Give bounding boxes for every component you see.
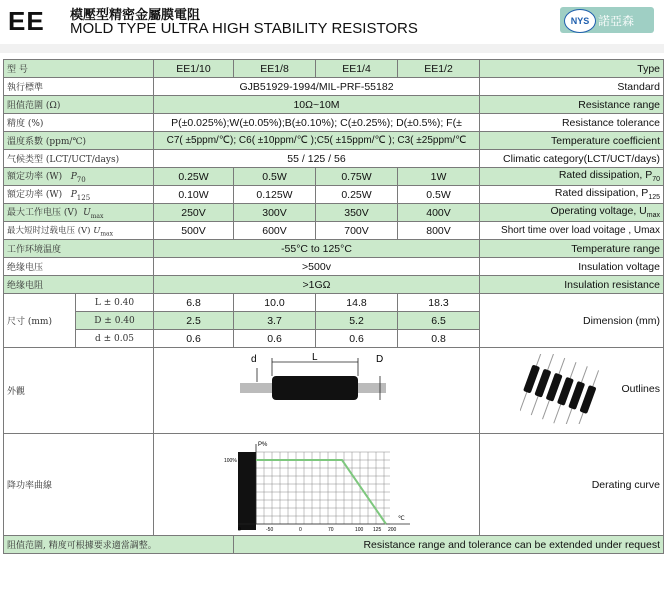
row-dimension-L bbox=[4, 294, 664, 312]
brand-logo bbox=[560, 7, 654, 33]
outline-photo-cell bbox=[480, 348, 664, 434]
row-derating bbox=[4, 434, 664, 536]
label-en: Standard bbox=[480, 78, 664, 96]
D-label: D bbox=[376, 354, 384, 365]
row-outline bbox=[4, 348, 664, 434]
value-cell: 10.0 bbox=[234, 294, 316, 312]
y-tick-label: 100% bbox=[224, 458, 237, 464]
value-cell: >500v bbox=[154, 258, 480, 276]
value-cell: 5.2 bbox=[316, 312, 398, 330]
row-standard bbox=[4, 78, 664, 96]
label-en: Insulation resistance bbox=[480, 276, 664, 294]
row-type bbox=[4, 60, 664, 78]
title-english: MOLD TYPE ULTRA HIGH STABILITY RESISTORS bbox=[70, 20, 418, 37]
header bbox=[0, 0, 664, 42]
row-insulation-voltage bbox=[4, 258, 664, 276]
type-cell: EE1/8 bbox=[234, 60, 316, 78]
value-cell: 0.5W bbox=[234, 168, 316, 186]
label-cn: 型 号 bbox=[4, 60, 154, 78]
value-cell: 0.6 bbox=[234, 330, 316, 348]
row-umax bbox=[4, 204, 664, 222]
label-en: Resistance range bbox=[480, 96, 664, 114]
x-unit-label: ℃ bbox=[398, 516, 405, 522]
row-ambient bbox=[4, 240, 664, 258]
x-tick-label: 125 bbox=[373, 527, 382, 532]
logo-text: 諾亞森 bbox=[598, 14, 635, 28]
value-cell: 600V bbox=[234, 222, 316, 240]
value-cell: 3.7 bbox=[234, 312, 316, 330]
header-divider bbox=[0, 44, 664, 53]
label-cn: 額定功率 (W) $P_{125}$ bbox=[4, 186, 154, 204]
label-en: Derating curve bbox=[480, 434, 664, 536]
value-cell: 0.5W bbox=[398, 186, 480, 204]
row-p70 bbox=[4, 168, 664, 186]
label-en: Climatic category(LCT/UCT/days) bbox=[480, 150, 664, 168]
label-en: Rated dissipation, $P_{125}$ bbox=[480, 186, 664, 204]
row-tempco bbox=[4, 132, 664, 150]
value-cell: 2.5 bbox=[154, 312, 234, 330]
y-axis-label: P% bbox=[258, 442, 268, 448]
value-cell: 0.6 bbox=[154, 330, 234, 348]
row-climatic bbox=[4, 150, 664, 168]
value-cell: 0.75W bbox=[316, 168, 398, 186]
label-en: Resistance tolerance bbox=[480, 114, 664, 132]
x-tick-label: 0 bbox=[299, 527, 302, 532]
value-cell: 6.5 bbox=[398, 312, 480, 330]
label-cn: 最大短时过载电压 (V) $U_{max}$ bbox=[4, 222, 154, 240]
type-cell: EE1/10 bbox=[154, 60, 234, 78]
resistor-body bbox=[272, 376, 358, 400]
value-cell: 350V bbox=[316, 204, 398, 222]
value-cell: P(±0.025%);W(±0.05%);B(±0.10%); C(±0.25%); D(±0.5%); F(± bbox=[154, 114, 480, 132]
resistor-photo bbox=[520, 354, 604, 424]
resistor-group bbox=[520, 354, 602, 424]
label-en: Type bbox=[480, 60, 664, 78]
label-en: Rated dissipation, $P_{70}$ bbox=[480, 168, 664, 186]
label-en: Temperature range bbox=[480, 240, 664, 258]
label-cn: 精度 (%) bbox=[4, 114, 154, 132]
label-en: Temperature coefficient bbox=[480, 132, 664, 150]
derating-chart-cell bbox=[154, 434, 480, 536]
label-en: Dimension (mm) bbox=[480, 294, 664, 348]
label-en: Operating voltage, $U_{max}$ bbox=[480, 204, 664, 222]
value-cell: 1W bbox=[398, 168, 480, 186]
dim-label: D ± 0.40 bbox=[76, 312, 154, 330]
label-cn: 工作环境温度 bbox=[4, 240, 154, 258]
value-cell: 10Ω~10M bbox=[154, 96, 480, 114]
value-cell: 6.8 bbox=[154, 294, 234, 312]
value-cell: 0.10W bbox=[154, 186, 234, 204]
value-cell: GJB51929-1994/MIL-PRF-55182 bbox=[154, 78, 480, 96]
value-cell: >1GΩ bbox=[154, 276, 480, 294]
resistor-outline-drawing bbox=[154, 348, 480, 430]
value-cell: 0.25W bbox=[154, 168, 234, 186]
label-cn: 額定功率 (W) $P_{70}$ bbox=[4, 168, 154, 186]
type-cell: EE1/2 bbox=[398, 60, 480, 78]
x-tick-label: 100 bbox=[355, 527, 364, 532]
value-cell: 500V bbox=[154, 222, 234, 240]
label-cn: 降功率曲線 bbox=[4, 434, 154, 536]
L-label: L bbox=[312, 352, 318, 363]
value-cell: 18.3 bbox=[398, 294, 480, 312]
footer-en: Resistance range and tolerance can be extended under request bbox=[234, 536, 664, 554]
logo-badge: NYS bbox=[564, 9, 596, 33]
row-insulation-resistance bbox=[4, 276, 664, 294]
dim-label: d ± 0.05 bbox=[76, 330, 154, 348]
value-cell: 0.125W bbox=[234, 186, 316, 204]
row-tolerance bbox=[4, 114, 664, 132]
d-label: d bbox=[251, 354, 257, 365]
label-en: Outlines bbox=[621, 383, 660, 395]
chart-left-block bbox=[238, 452, 256, 530]
value-cell: 0.8 bbox=[398, 330, 480, 348]
title-chinese: 模壓型精密金屬膜電阻 bbox=[70, 8, 201, 23]
value-cell: 55 / 125 / 56 bbox=[154, 150, 480, 168]
row-overload bbox=[4, 222, 664, 240]
spec-table bbox=[3, 59, 664, 554]
row-range bbox=[4, 96, 664, 114]
value-cell: 14.8 bbox=[316, 294, 398, 312]
label-cn: 阻值范圍 (Ω) bbox=[4, 96, 154, 114]
label-cn: 最大工作电压 (V) $U_{max}$ bbox=[4, 204, 154, 222]
label-cn: 溫度系數 (ppm/℃) bbox=[4, 132, 154, 150]
footer-cn: 阻值范圍, 精度可根據要求適當調整。 bbox=[4, 536, 234, 554]
x-tick-label: 0 bbox=[238, 527, 241, 532]
value-cell: 0.6 bbox=[316, 330, 398, 348]
value-cell: 800V bbox=[398, 222, 480, 240]
value-cell: 250V bbox=[154, 204, 234, 222]
series-code: EE bbox=[8, 6, 45, 36]
label-cn: 外觀 bbox=[4, 348, 154, 434]
value-cell: 0.25W bbox=[316, 186, 398, 204]
dim-label: L ± 0.40 bbox=[76, 294, 154, 312]
row-footer bbox=[4, 536, 664, 554]
label-cn: 尺寸 (mm) bbox=[4, 294, 76, 348]
row-p125 bbox=[4, 186, 664, 204]
label-en: Short time over load voitage , Umax bbox=[480, 222, 664, 240]
value-cell: 300V bbox=[234, 204, 316, 222]
label-cn: 執行標準 bbox=[4, 78, 154, 96]
label-en: Insulation voltage bbox=[480, 258, 664, 276]
value-cell: 700V bbox=[316, 222, 398, 240]
outline-drawing-cell bbox=[154, 348, 480, 434]
chart-grid bbox=[256, 452, 390, 524]
label-cn: 绝缘电压 bbox=[4, 258, 154, 276]
type-cell: EE1/4 bbox=[316, 60, 398, 78]
label-cn: 气候类型 (LCT/UCT/days) bbox=[4, 150, 154, 168]
label-cn: 绝缘电阻 bbox=[4, 276, 154, 294]
x-tick-label: 200 bbox=[388, 527, 397, 532]
x-tick-label: -50 bbox=[266, 527, 274, 532]
value-cell: 400V bbox=[398, 204, 480, 222]
value-cell: C7( ±5ppm/℃); C6( ±10ppm/℃ );C5( ±15ppm/℃ ); C3( ±25ppm/℃ bbox=[154, 132, 480, 150]
x-tick-label: 70 bbox=[328, 527, 334, 532]
value-cell: -55°C to 125°C bbox=[154, 240, 480, 258]
derating-chart bbox=[154, 434, 480, 532]
